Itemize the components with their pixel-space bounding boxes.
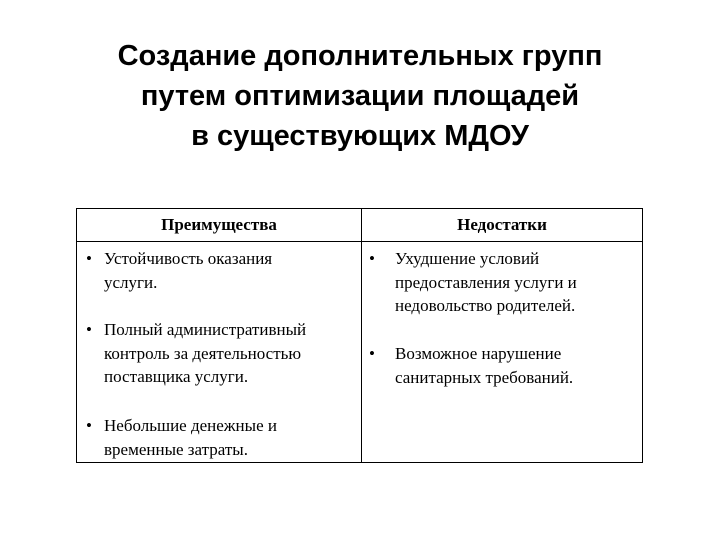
item-line: поставщика услуги. — [104, 367, 249, 386]
item-line: недовольство родителей. — [395, 296, 576, 315]
bullet-icon: • — [369, 249, 375, 268]
slide-title — [0, 36, 720, 156]
bullet-icon: • — [86, 249, 92, 268]
bullet-icon: • — [86, 320, 92, 339]
bullet-icon: • — [86, 416, 92, 435]
title-line: в существующих МДОУ — [191, 120, 529, 152]
advantage-item — [86, 414, 277, 461]
item-line: контроль за деятельностью — [104, 343, 302, 363]
disadvantage-item — [369, 342, 574, 389]
advantage-item — [86, 247, 273, 294]
item-line: Небольшие денежные и — [104, 416, 277, 435]
item-line: Возможное нарушение — [395, 344, 562, 363]
bullet-icon: • — [369, 344, 375, 363]
header-disadvantages: Недостатки — [457, 215, 547, 234]
item-line: временные затраты. — [104, 439, 248, 459]
item-line: Полный административный — [104, 320, 307, 339]
item-line: Устойчивость оказания — [104, 249, 273, 268]
item-line: Ухудшение условий — [395, 249, 540, 268]
item-line: предоставления услуги и — [395, 272, 577, 292]
header-advantages: Преимущества — [161, 215, 277, 234]
header-divider — [77, 241, 642, 242]
title-line: путем оптимизации площадей — [140, 80, 580, 112]
column-divider — [361, 209, 362, 462]
item-line: услуги. — [104, 272, 158, 292]
disadvantage-item — [369, 247, 577, 318]
comparison-table — [76, 208, 643, 463]
title-line: Создание дополнительных групп — [117, 40, 603, 72]
advantage-item — [86, 318, 307, 389]
item-line: санитарных требований. — [395, 367, 574, 387]
